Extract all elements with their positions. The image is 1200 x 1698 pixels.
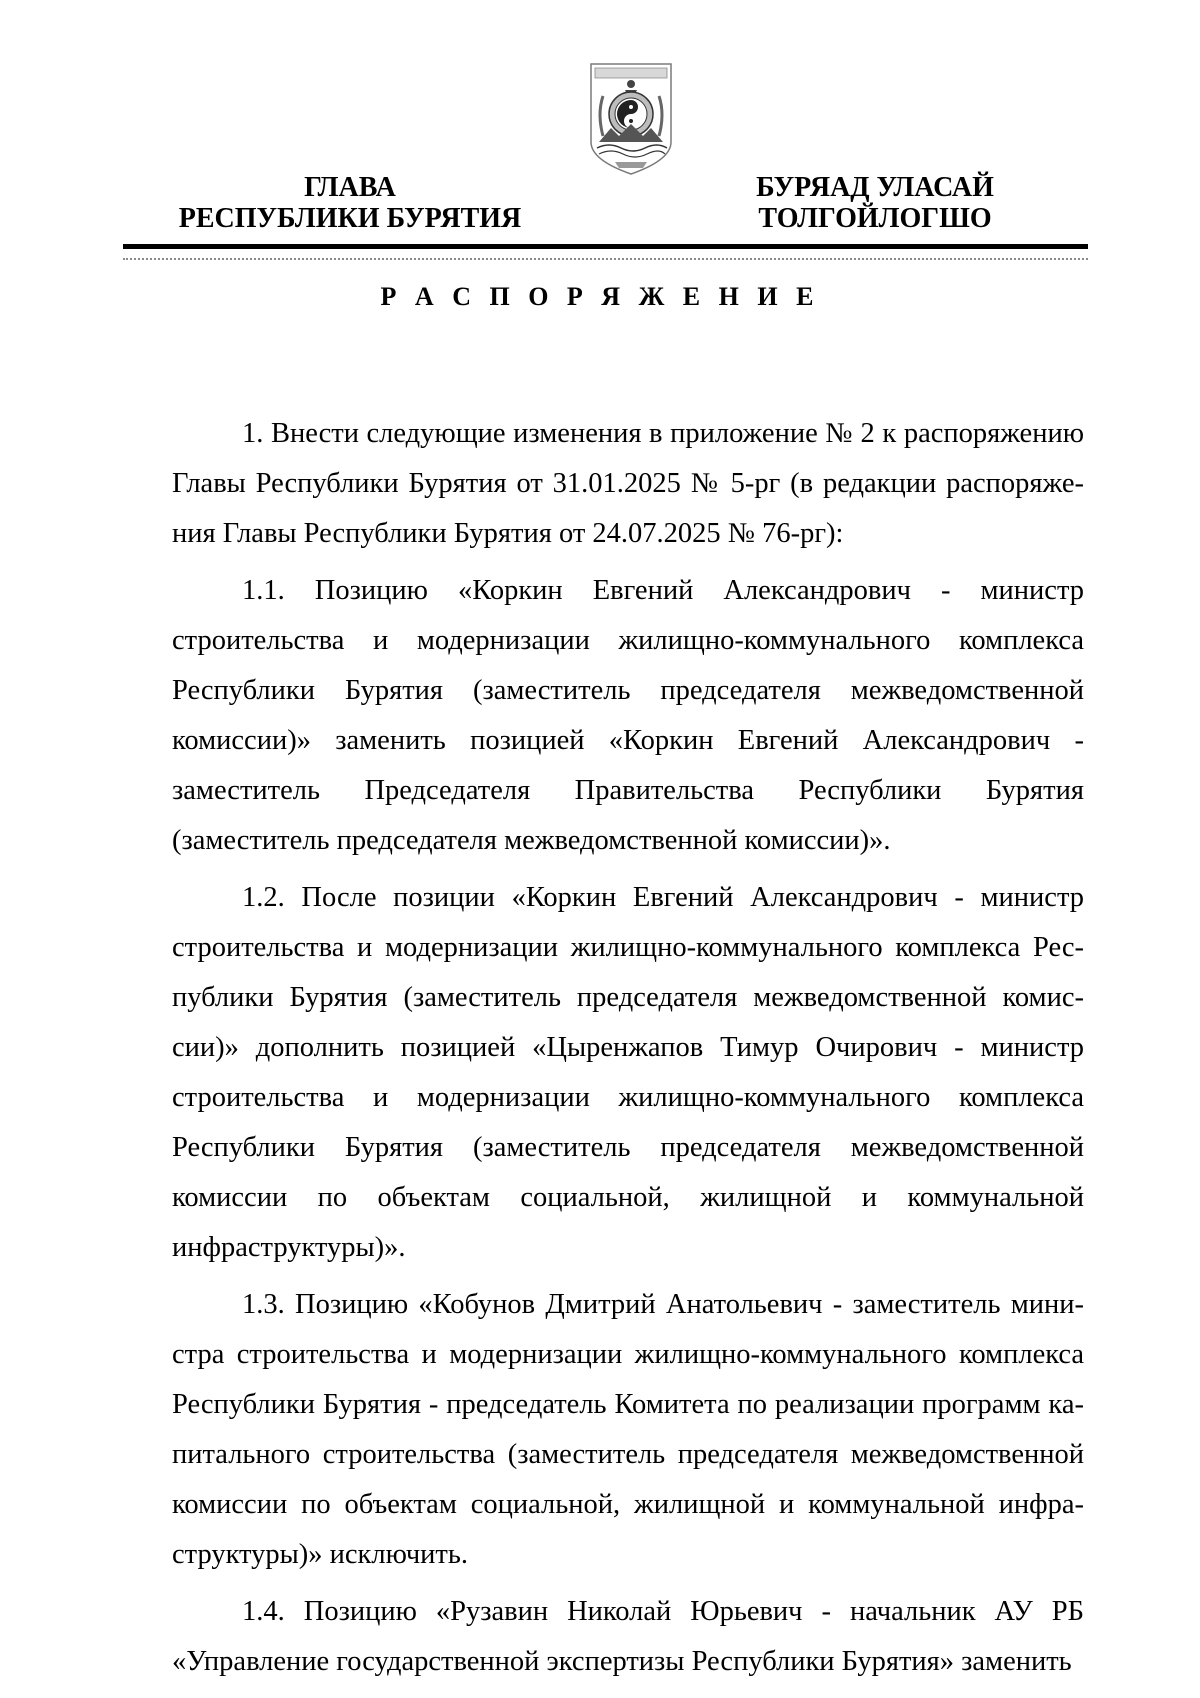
issuer-left-heading <box>170 172 530 234</box>
paragraph-1-2: 1.2. После позиции «Коркин Евгений Александрович - министр строительства и модернизации жилищно-коммунального комплекса Республики Бурятия (заместитель председателя межведомственной комиссии)» дополнить позицией «Цыренжапов Тимур Очирович - министр строительства и модернизации жилищно-коммунального комплекса Республики Бурятия (заместитель председателя межведомственной комиссии по объектам социальной, жилищной и коммунальной инфраструктуры)». <box>172 882 1084 1263</box>
document-body <box>172 409 1084 1694</box>
issuer-right-line2: ТОЛГОЙЛОГШО <box>758 203 992 234</box>
issuer-left-line1: ГЛАВА <box>304 172 396 203</box>
coat-of-arms-icon <box>585 56 677 178</box>
paragraph-1-1: 1.1. Позицию «Коркин Евгений Александрович - министр строительства и модернизации жилищно-коммунального комплекса Республики Бурятия (заместитель председателя межведомственной комиссии)» заменить позицией «Коркин Евгений Александрович - заместитель Председателя Правительства Республики Бурятия (заместитель председателя межведомственной комиссии)». <box>172 575 1084 856</box>
paragraph-1-4: 1.4. Позицию «Рузавин Николай Юрьевич - начальник АУ РБ «Управление государственной экспертизы Республики Бурятия» заменить <box>172 1596 1084 1677</box>
paragraph-1: 1. Внести следующие изменения в приложение № 2 к распоряжению Главы Республики Бурятия от 31.01.2025 № 5-рг (в редакции распоряжения Главы Республики Бурятия от 24.07.2025 № 76-рг): <box>172 418 1084 549</box>
header-divider-thick <box>123 244 1088 249</box>
header-divider-dotted <box>123 258 1088 260</box>
paragraph-1-3: 1.3. Позицию «Кобунов Дмитрий Анатольевич - заместитель министра строительства и модернизации жилищно-коммунального комплекса Республики Бурятия - председатель Комитета по реализации программ капитального строительства (заместитель председателя межведомственной комиссии по объектам социальной, жилищной и коммунальной инфраструктуры)» исключить. <box>172 1289 1084 1570</box>
issuer-left-line2: РЕСПУБЛИКИ БУРЯТИЯ <box>178 203 522 234</box>
issuer-right-heading <box>735 172 1015 234</box>
document-title: Р А С П О Р Я Ж Е Н И Е <box>380 282 820 311</box>
issuer-right-line1: БУРЯАД УЛАСАЙ <box>756 172 994 203</box>
